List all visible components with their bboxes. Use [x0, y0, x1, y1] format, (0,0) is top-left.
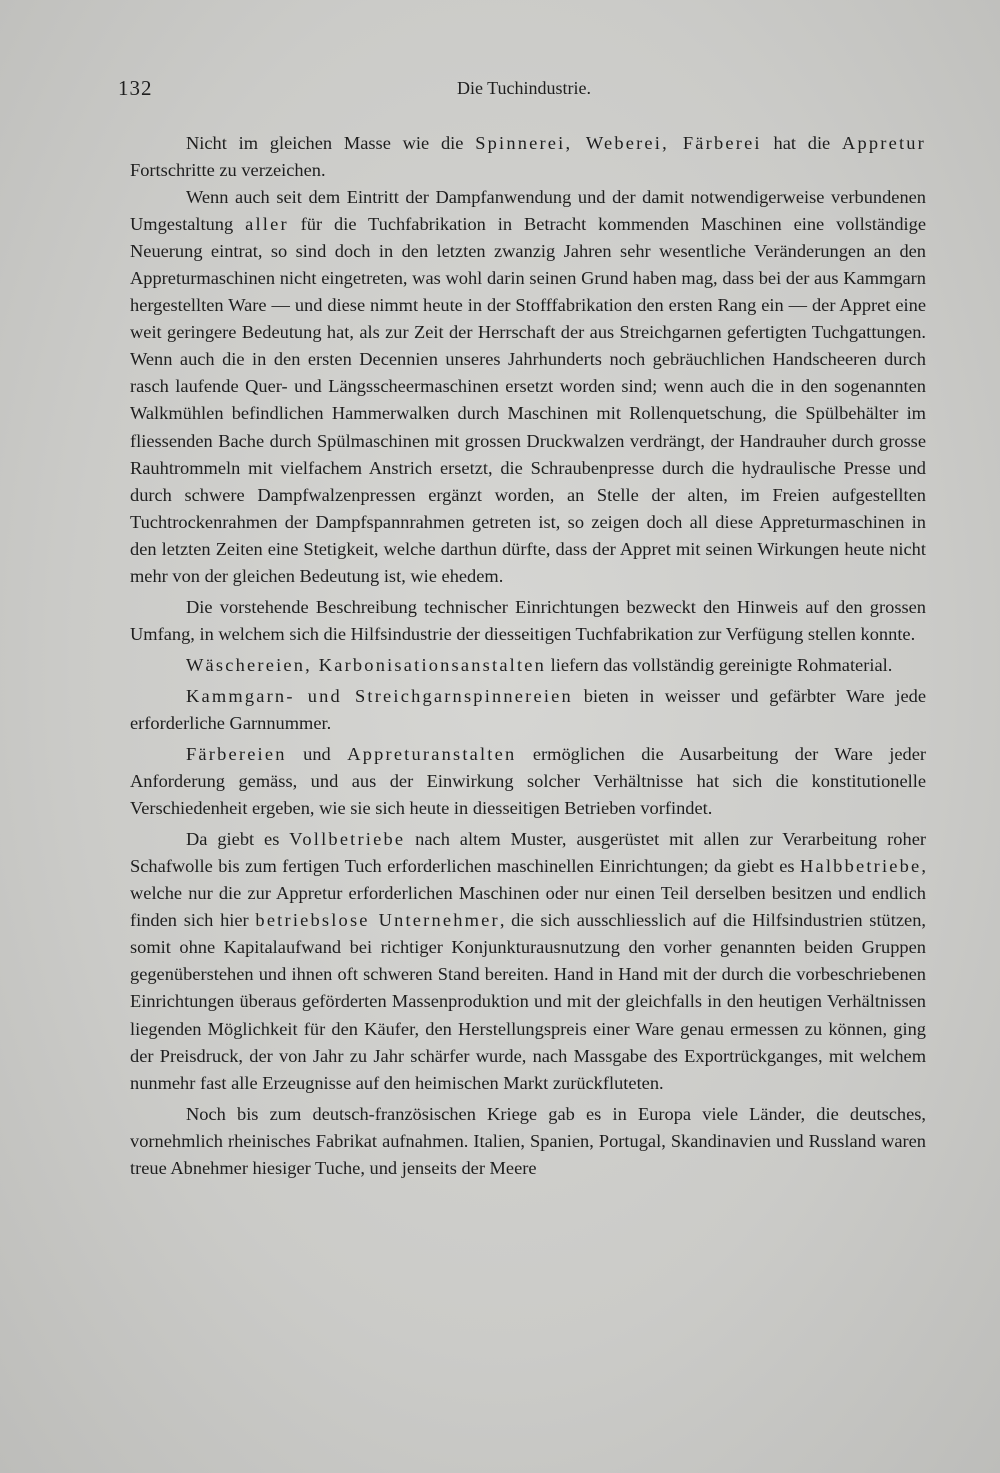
text-run: und [286, 744, 348, 765]
spaced-emphasis: betriebslose Unternehmer [255, 910, 500, 931]
text-run: Fortschritte zu verzeichen. [130, 160, 326, 181]
body-text [130, 130, 926, 1182]
page-header [118, 76, 930, 106]
text-run: Die vorstehende Beschreibung technischer Einrichtungen bezweckt den Hinweis auf den grossen Umfang, in welchem sich die Hilfsindustrie der diesseitigen Tuchfabrikation zur Verfügung stellen konnte. [130, 596, 926, 644]
text-run: Noch bis zum deutsch-französischen Kriege gab es in Europa viele Länder, die deutsches, vornehmlich rheinisches Fabrikat aufnahmen. Italien, Spanien, Portugal, Skandinavien und Russland waren treue Abnehmer hiesiger Tuche, und jenseits der Meere [130, 1103, 926, 1178]
paragraph [130, 683, 926, 737]
paragraph [130, 741, 926, 822]
text-run: Wenn auch seit dem Eintritt der Dampfanwendung und der damit notwendigerweise verbundenen Umgestaltung [130, 187, 926, 235]
text-run: nach altem Muster, ausgerüstet mit allen zur Verarbeitung roher Schafwolle bis zum fertigen Tuch erforderlichen maschinellen Einrichtungen; da giebt es [130, 829, 926, 877]
text-run: hat die [761, 133, 842, 153]
paragraph [130, 594, 926, 648]
spaced-emphasis: Färbereien [186, 744, 287, 765]
spaced-emphasis: Appreturanstalten [347, 744, 517, 765]
paragraph [130, 130, 926, 184]
spaced-emphasis: Kammgarn- und Streichgarnspinnereien [186, 685, 573, 706]
spaced-emphasis: Vollbetriebe [289, 829, 406, 850]
text-run: , welche nur die zur Appretur erforderlichen Maschinen oder nur einen Teil derselben besitzen und endlich finden sich hier [130, 856, 926, 931]
text-run: Da giebt es [186, 829, 290, 850]
paragraph [130, 652, 926, 679]
text-run: für die Tuchfabrikation in Betracht kommenden Maschinen eine vollständige Neuerung eintrat, so sind doch in den letzten zwanzig Jahren sehr wesentliche Veränderungen an den Appreturmaschinen nicht eingetreten, was wohl darin seinen Grund haben mag, dass bei der aus Kammgarn hergestellten Ware — und diese nimmt heute in der Stofffabrikation den ersten Rang ein — der Appret eine weit geringere Bedeutung hat, als zur Zeit der Herrschaft der aus Streichgarnen gefertigten Tuchgattungen. Wenn auch die in den ersten Decennien unseres Jahrhunderts noch gebräuchlichen Handscheeren durch rasch laufende Quer- und Längsscheermaschinen ersetzt worden sind; wenn auch die in den sogenannten Walkmühlen befindlichen Hammerwalken durch Maschinen mit Rollenquetschung, die Spülbehälter im fliessenden Bache durch Spülmaschinen mit grossen Druckwalzen verdrängt, der Handrauher durch grosse Rauhtrommeln mit vielfachem Anstrich ersetzt, die Schraubenpresse durch die hydraulische Presse und durch schwere Dampfwalzenpressen ergänzt worden, an Stelle der alten, im Freien aufgestellten Tuchtrockenrahmen der Dampfspannrahmen getreten ist, so zeigen doch all diese Appreturmaschinen in den letzten Zeiten eine Stetigkeit, welche darthun dürfte, dass der Appret mit seinen Wirkungen heute nicht mehr von der gleichen Bedeutung ist, wie ehedem. [130, 214, 927, 586]
text-run: , die sich ausschliesslich auf die Hilfsindustrien stützen, somit ohne Kapitalaufwand bei richtiger Konjunkturausnutzung den vorher genannten beiden Gruppen gegenüberstehen und ihnen oft schweren Stand bereiten. Hand in Hand mit der durch die vorbeschriebenen Einrichtungen überaus geförderten Massenproduktion und mit der gleichfalls in den heutigen Verhältnissen liegenden Möglichkeit für den Käufer, den Herstellungspreis einer Ware genau ermessen zu können, ging der Preisdruck, der von Jahr zu Jahr schärfer wurde, nach Massgabe des Exportrückganges, mit welchem nunmehr fast alle Erzeugnisse auf den heimischen Markt zurückfluteten. [130, 910, 926, 1093]
text-run: bieten in weisser und gefärbter Ware jede erforderliche Garnnummer. [130, 685, 927, 733]
spaced-emphasis: Halbbetriebe [800, 856, 922, 877]
paragraph [130, 184, 926, 590]
spaced-emphasis: aller [245, 214, 289, 235]
running-title: Die Tuchindustrie. [456, 78, 591, 98]
page-number: 132 [118, 76, 153, 100]
spaced-emphasis: Spinnerei, Weberei, Färberei [475, 133, 762, 153]
paragraph [130, 826, 926, 1096]
paragraph [130, 1101, 926, 1182]
text-run: ermöglichen die Ausarbeitung der Ware jeder Anforderung gemäss, und aus der Einwirkung solcher Verhältnisse hat sich die konstitutionelle Verschiedenheit ergeben, wie sie sich heute in diesseitigen Betrieben vorfindet. [130, 744, 927, 819]
spaced-emphasis: Appretur [842, 133, 926, 153]
text-run: liefern das vollständig gereinigte Rohmaterial. [546, 654, 893, 675]
text-run: Nicht im gleichen Masse wie die [186, 133, 476, 153]
spaced-emphasis: Wäschereien, Karbonisationsanstalten [186, 654, 547, 675]
